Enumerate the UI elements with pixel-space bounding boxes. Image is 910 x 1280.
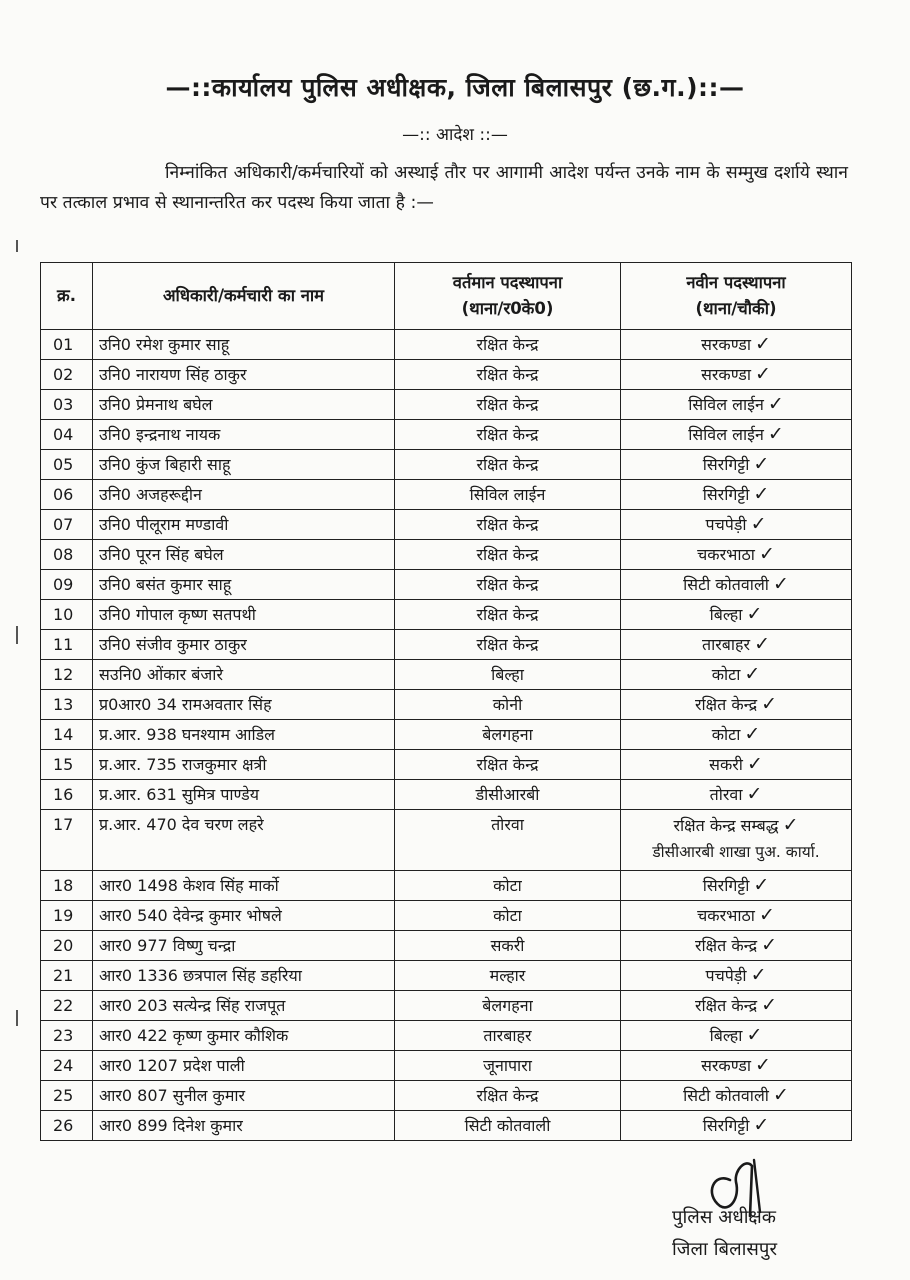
cell-new-posting — [621, 420, 852, 450]
cell-employee-name: आर0 203 सत्येन्द्र सिंह राजपूत — [93, 991, 395, 1021]
new-posting-label: सिरगिट्टी — [702, 876, 750, 895]
check-mark-icon: ✓ — [746, 753, 763, 775]
cell-current-posting: रक्षित केन्द्र — [395, 630, 621, 660]
new-posting-label: सिरगिट्टी — [702, 485, 750, 504]
table-row — [41, 1111, 852, 1141]
table-row — [41, 630, 852, 660]
new-posting-label: कोटा — [711, 725, 741, 744]
new-posting-label: बिल्हा — [709, 1026, 743, 1045]
cell-current-posting: सिविल लाईन — [395, 480, 621, 510]
cell-serial: 08 — [41, 540, 93, 570]
cell-current-posting: रक्षित केन्द्र — [395, 420, 621, 450]
cell-new-posting — [621, 750, 852, 780]
cell-new-posting — [621, 330, 852, 360]
cell-new-posting — [621, 390, 852, 420]
check-mark-icon: ✓ — [758, 904, 775, 926]
cell-serial: 17 — [41, 810, 93, 871]
cell-employee-name: उनि0 संजीव कुमार ठाकुर — [93, 630, 395, 660]
cell-new-posting — [621, 780, 852, 810]
check-mark-icon: ✓ — [761, 934, 778, 956]
cell-employee-name: उनि0 बसंत कुमार साहू — [93, 570, 395, 600]
new-posting-detail: डीसीआरबी शाखा पुअ. कार्या. — [652, 843, 820, 861]
check-mark-icon: ✓ — [761, 693, 778, 715]
check-mark-icon: ✓ — [755, 363, 771, 385]
cell-serial: 22 — [41, 991, 93, 1021]
cell-employee-name: उनि0 इन्द्रनाथ नायक — [93, 420, 395, 450]
cell-new-posting — [621, 690, 852, 720]
table-row — [41, 450, 852, 480]
cell-serial: 18 — [41, 871, 93, 901]
table-row — [41, 750, 852, 780]
cell-employee-name: आर0 899 दिनेश कुमार — [93, 1111, 395, 1141]
cell-employee-name: आर0 1207 प्रदेश पाली — [93, 1051, 395, 1081]
cell-current-posting: डीसीआरबी — [395, 780, 621, 810]
cell-new-posting — [621, 600, 852, 630]
cell-employee-name: आर0 1498 केशव सिंह मार्को — [93, 871, 395, 901]
check-mark-icon: ✓ — [746, 783, 763, 805]
table-row — [41, 931, 852, 961]
new-posting-label: सिटी कोतवाली — [683, 1086, 769, 1105]
check-mark-icon: ✓ — [758, 543, 775, 565]
cell-current-posting: तारबाहर — [395, 1021, 621, 1051]
cell-current-posting: कोटा — [395, 871, 621, 901]
cell-employee-name: उनि0 रमेश कुमार साहू — [93, 330, 395, 360]
check-mark-icon: ✓ — [753, 874, 770, 896]
cell-serial: 21 — [41, 961, 93, 991]
table-row — [41, 330, 852, 360]
check-mark-icon: ✓ — [753, 1114, 770, 1136]
cell-new-posting — [621, 871, 852, 901]
new-posting-label: बिल्हा — [709, 605, 743, 624]
cell-employee-name: उनि0 प्रेमनाथ बघेल — [93, 390, 395, 420]
cell-current-posting: बेलगहना — [395, 991, 621, 1021]
table-row — [41, 871, 852, 901]
cell-new-posting — [621, 1111, 852, 1141]
cell-serial: 02 — [41, 360, 93, 390]
new-posting-label: सकरी — [709, 755, 743, 774]
table-row — [41, 780, 852, 810]
cell-new-posting — [621, 510, 852, 540]
cell-current-posting: रक्षित केन्द्र — [395, 390, 621, 420]
table-row — [41, 991, 852, 1021]
new-posting-label: सरकण्डा — [701, 1056, 752, 1075]
cell-serial: 15 — [41, 750, 93, 780]
new-posting-label: सिरगिट्टी — [702, 1116, 750, 1135]
cell-employee-name: उनि0 पीलूराम मण्डावी — [93, 510, 395, 540]
cell-new-posting — [621, 570, 852, 600]
cell-current-posting: रक्षित केन्द्र — [395, 540, 621, 570]
cell-new-posting — [621, 961, 852, 991]
check-mark-icon: ✓ — [767, 423, 784, 445]
check-mark-icon: ✓ — [744, 663, 761, 685]
cell-current-posting: रक्षित केन्द्र — [395, 750, 621, 780]
cell-serial: 09 — [41, 570, 93, 600]
cell-employee-name: आर0 540 देवेन्द्र कुमार भोषले — [93, 901, 395, 931]
cell-current-posting: बेलगहना — [395, 720, 621, 750]
new-posting-label: सिविल लाईन — [688, 395, 764, 414]
cell-employee-name: प्र.आर. 470 देव चरण लहरे — [93, 810, 395, 871]
margin-mark — [16, 1010, 18, 1026]
cell-new-posting — [621, 1081, 852, 1111]
cell-serial: 01 — [41, 330, 93, 360]
table-row — [41, 690, 852, 720]
table-header-row — [41, 263, 852, 330]
cell-current-posting: जूनापारा — [395, 1051, 621, 1081]
cell-new-posting — [621, 480, 852, 510]
cell-new-posting — [621, 810, 852, 871]
cell-employee-name: प्र.आर. 735 राजकुमार क्षत्री — [93, 750, 395, 780]
cell-current-posting: रक्षित केन्द्र — [395, 360, 621, 390]
cell-employee-name: आर0 422 कृष्ण कुमार कौशिक — [93, 1021, 395, 1051]
check-mark-icon: ✓ — [772, 573, 789, 595]
table-row — [41, 390, 852, 420]
cell-new-posting — [621, 630, 852, 660]
cell-employee-name: उनि0 गोपाल कृष्ण सतपथी — [93, 600, 395, 630]
cell-new-posting — [621, 931, 852, 961]
cell-new-posting — [621, 540, 852, 570]
cell-current-posting: रक्षित केन्द्र — [395, 450, 621, 480]
office-header-title: —::कार्यालय पुलिस अधीक्षक, जिला बिलासपुर (छ.ग.)::— — [165, 73, 745, 102]
check-mark-icon: ✓ — [767, 393, 784, 415]
new-posting-label: सिविल लाईन — [688, 425, 764, 444]
new-posting-label: चकरभाठा — [697, 545, 755, 564]
margin-mark — [16, 626, 18, 644]
cell-serial: 07 — [41, 510, 93, 540]
cell-current-posting: कोटा — [395, 901, 621, 931]
table-row — [41, 901, 852, 931]
cell-employee-name: प्र.आर. 938 घनश्याम आडिल — [93, 720, 395, 750]
cell-current-posting: रक्षित केन्द्र — [395, 1081, 621, 1111]
new-posting-label: पचपेड़ी — [705, 966, 747, 985]
check-mark-icon: ✓ — [744, 723, 761, 745]
check-mark-icon: ✓ — [755, 1054, 771, 1076]
cell-serial: 19 — [41, 901, 93, 931]
table-row — [41, 360, 852, 390]
cell-employee-name: सउनि0 ओंकार बंजारे — [93, 660, 395, 690]
cell-employee-name: उनि0 नारायण सिंह ठाकुर — [93, 360, 395, 390]
cell-serial: 12 — [41, 660, 93, 690]
cell-current-posting: कोनी — [395, 690, 621, 720]
table-row — [41, 961, 852, 991]
cell-serial: 06 — [41, 480, 93, 510]
cell-current-posting: रक्षित केन्द्र — [395, 330, 621, 360]
table-row — [41, 420, 852, 450]
cell-new-posting — [621, 720, 852, 750]
table-row — [41, 720, 852, 750]
new-posting-label: रक्षित केन्द्र — [694, 695, 758, 714]
cell-serial: 25 — [41, 1081, 93, 1111]
cell-current-posting: मल्हार — [395, 961, 621, 991]
cell-current-posting: रक्षित केन्द्र — [395, 570, 621, 600]
new-posting-label: सरकण्डा — [701, 335, 752, 354]
check-mark-icon: ✓ — [772, 1084, 789, 1106]
check-mark-icon: ✓ — [755, 333, 771, 355]
signature-designation: पुलिस अधीक्षक — [672, 1207, 777, 1228]
check-mark-icon: ✓ — [754, 633, 771, 655]
cell-new-posting — [621, 660, 852, 690]
cell-employee-name: प्र0आर0 34 रामअवतार सिंह — [93, 690, 395, 720]
header-current-posting: वर्तमान पदस्थापना (थाना/र0के0) — [395, 263, 621, 330]
table-row — [41, 810, 852, 871]
cell-serial: 20 — [41, 931, 93, 961]
new-posting-label: कोटा — [711, 665, 741, 684]
check-mark-icon: ✓ — [750, 964, 767, 986]
check-mark-icon: ✓ — [746, 603, 763, 625]
cell-employee-name: आर0 1336 छत्रपाल सिंह डहरिया — [93, 961, 395, 991]
cell-employee-name: उनि0 अजहरूद्दीन — [93, 480, 395, 510]
cell-new-posting — [621, 360, 852, 390]
table-row — [41, 600, 852, 630]
cell-serial: 10 — [41, 600, 93, 630]
order-intro-paragraph: निम्नांकित अधिकारी/कर्मचारियों को अस्थाई तौर पर आगामी आदेश पर्यन्त उनके नाम के सम्मुख दर्शाये स्थान पर तत्काल प्रभाव से स्थानान्तरित कर पदस्थ किया जाता है :— — [40, 163, 848, 213]
check-mark-icon: ✓ — [753, 453, 770, 475]
margin-mark — [16, 240, 18, 252]
table-row — [41, 480, 852, 510]
check-mark-icon: ✓ — [782, 814, 799, 836]
table-row — [41, 510, 852, 540]
cell-serial: 13 — [41, 690, 93, 720]
new-posting-label: रक्षित केन्द्र — [694, 936, 758, 955]
cell-serial: 16 — [41, 780, 93, 810]
check-mark-icon: ✓ — [753, 483, 770, 505]
table-row — [41, 540, 852, 570]
cell-serial: 05 — [41, 450, 93, 480]
cell-employee-name: उनि0 कुंज बिहारी साहू — [93, 450, 395, 480]
cell-new-posting — [621, 1051, 852, 1081]
cell-employee-name: आर0 977 विष्णु चन्द्रा — [93, 931, 395, 961]
cell-current-posting: तोरवा — [395, 810, 621, 871]
cell-serial: 26 — [41, 1111, 93, 1141]
cell-serial: 24 — [41, 1051, 93, 1081]
cell-employee-name: प्र.आर. 631 सुमित्र पाण्डेय — [93, 780, 395, 810]
cell-serial: 23 — [41, 1021, 93, 1051]
check-mark-icon: ✓ — [750, 513, 767, 535]
cell-new-posting — [621, 901, 852, 931]
table-row — [41, 660, 852, 690]
new-posting-label: सिटी कोतवाली — [683, 575, 769, 594]
new-posting-label: सिरगिट्टी — [702, 455, 750, 474]
new-posting-label: पचपेड़ी — [705, 515, 747, 534]
cell-current-posting: रक्षित केन्द्र — [395, 510, 621, 540]
header-name: अधिकारी/कर्मचारी का नाम — [93, 263, 395, 330]
cell-new-posting — [621, 1021, 852, 1051]
cell-serial: 11 — [41, 630, 93, 660]
cell-serial: 14 — [41, 720, 93, 750]
new-posting-label: तोरवा — [709, 785, 743, 804]
cell-employee-name: उनि0 पूरन सिंह बघेल — [93, 540, 395, 570]
cell-new-posting — [621, 991, 852, 1021]
transfer-table — [40, 262, 852, 1141]
table-row — [41, 570, 852, 600]
table-body — [41, 330, 852, 1141]
cell-employee-name: आर0 807 सुनील कुमार — [93, 1081, 395, 1111]
table-row — [41, 1081, 852, 1111]
cell-current-posting: रक्षित केन्द्र — [395, 600, 621, 630]
order-title: —:: आदेश ::— — [402, 125, 508, 145]
new-posting-label: सरकण्डा — [701, 365, 752, 384]
new-posting-label: चकरभाठा — [697, 906, 755, 925]
header-new-posting: नवीन पदस्थापना (थाना/चौकी) — [621, 263, 852, 330]
table-row — [41, 1051, 852, 1081]
new-posting-label: रक्षित केन्द्र सम्बद्ध — [673, 816, 779, 835]
cell-serial: 03 — [41, 390, 93, 420]
check-mark-icon: ✓ — [746, 1024, 763, 1046]
cell-serial: 04 — [41, 420, 93, 450]
cell-current-posting: सकरी — [395, 931, 621, 961]
header-serial: क्र. — [41, 263, 93, 330]
cell-current-posting: सिटी कोतवाली — [395, 1111, 621, 1141]
new-posting-label: रक्षित केन्द्र — [694, 996, 758, 1015]
cell-new-posting — [621, 450, 852, 480]
new-posting-label: तारबाहर — [701, 635, 751, 654]
signature-district: जिला बिलासपुर — [672, 1239, 778, 1260]
check-mark-icon: ✓ — [761, 994, 778, 1016]
table-row — [41, 1021, 852, 1051]
cell-current-posting: बिल्हा — [395, 660, 621, 690]
